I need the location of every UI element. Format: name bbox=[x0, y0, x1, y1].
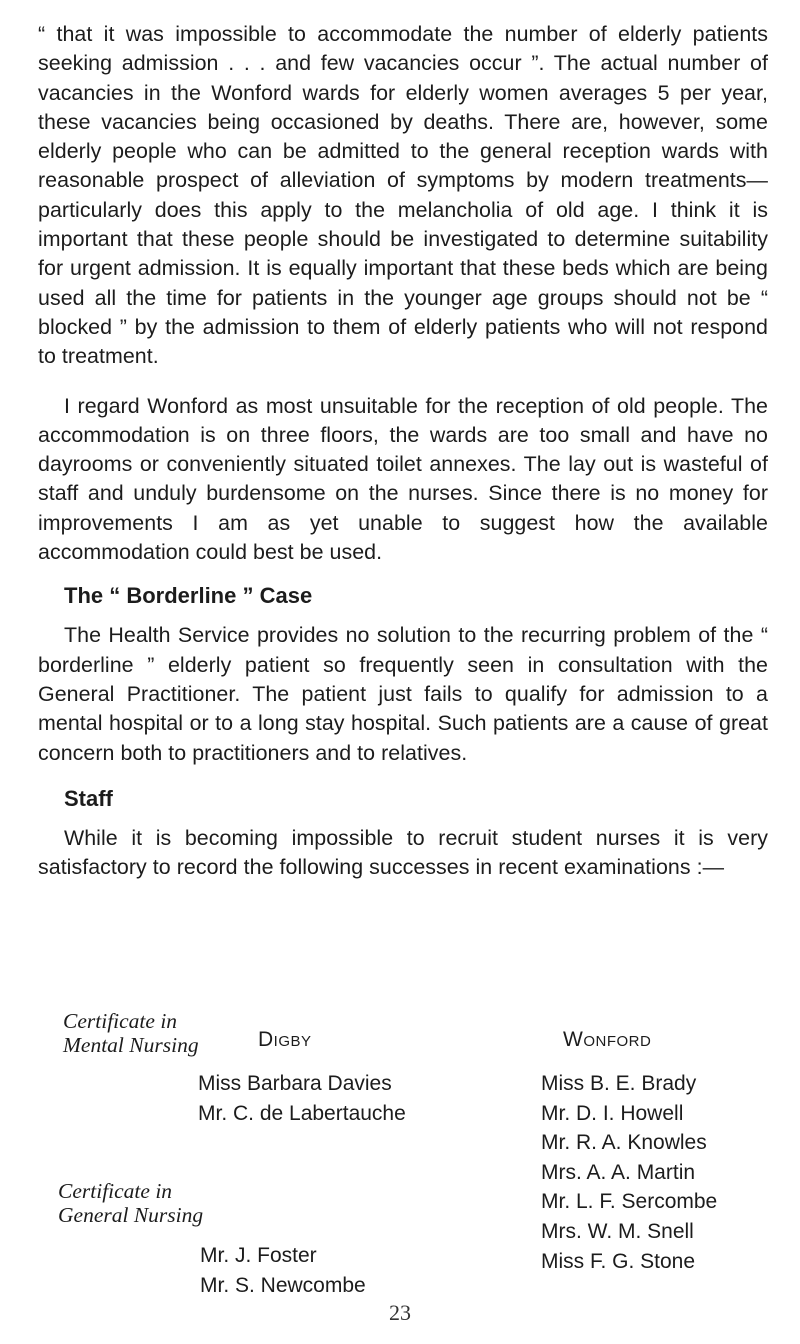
name-entry: Miss B. E. Brady bbox=[541, 1072, 697, 1095]
paragraph-borderline: The Health Service provides no solution to the recurring problem of the “ borderline ” elderly patient so frequently seen in consultation with the General Practitioner. The patient just fails to qualify for admission to a mental hospital or to a long stay hospital. Such patients are a cause of great concern both to practitioners and to relatives. bbox=[38, 623, 768, 765]
digby-mental-names bbox=[198, 1069, 406, 1128]
name-entry: Miss F. G. Stone bbox=[541, 1249, 696, 1273]
column-header-wonford: Wonford bbox=[563, 1028, 652, 1051]
name-entry: Mr. J. Foster bbox=[200, 1244, 317, 1267]
name-entry: Mr. S. Newcombe bbox=[200, 1273, 366, 1297]
paragraph-wonford-unsuitable: I regard Wonford as most unsuitable for the reception of old people. The accommodation is on three floors, the wards are too small and have no dayrooms or conveniently situated toilet annexes. The lay out is wasteful of staff and unduly burdensome on the nurses. Since there is no money for improvements I am as yet unable to suggest how the available accommodation could best be used. bbox=[38, 393, 768, 565]
heading-borderline-case: The “ Borderline ” Case bbox=[64, 583, 313, 609]
name-entry: Mr. C. de Labertauche bbox=[198, 1101, 406, 1125]
name-entry: Mr. D. I. Howell bbox=[541, 1101, 684, 1125]
column-header-digby: Digby bbox=[258, 1028, 312, 1051]
category-general-nursing: Certificate in General Nursing bbox=[58, 1179, 204, 1227]
paragraph-elderly-admission: “ that it was impossible to accommodate the number of elderly patients seeking admission . . . and few vacancies occur ”. The actual number of vacancies in the Wonford wards for elderly women averages 5 per year, these vacancies being occasioned by deaths. There are, however, some elderly people who can be admitted to the general reception wards with reasonable prospect of alleviation of symptoms by modern treatments—particularly does this apply to the melancholia of old age. I think it is important that these people should be investigated to determine suitability for urgent admission. It is equally important that these beds which are being used all the time for patients in the younger age groups should not be “ blocked ” by the admission to them of elderly patients who will not respond to treatment. bbox=[38, 22, 768, 369]
paragraph-staff: While it is becoming impossible to recruit student nurses it is very satisfactory to record the following successes in recent examinations :— bbox=[38, 825, 768, 880]
document-body bbox=[38, 20, 768, 882]
name-entry: Mrs. W. M. Snell bbox=[541, 1219, 694, 1243]
category-mental-nursing: Certificate in Mental Nursing bbox=[63, 1009, 199, 1057]
name-entry: Miss Barbara Davies bbox=[198, 1072, 392, 1095]
name-entry: Mr. R. A. Knowles bbox=[541, 1131, 707, 1155]
name-entry: Mr. L. F. Sercombe bbox=[541, 1190, 718, 1214]
page-number: 23 bbox=[389, 1300, 411, 1325]
heading-staff: Staff bbox=[64, 785, 113, 811]
wonford-mental-names bbox=[541, 1069, 717, 1276]
name-entry: Mrs. A. A. Martin bbox=[541, 1160, 696, 1184]
digby-general-names bbox=[200, 1241, 366, 1300]
